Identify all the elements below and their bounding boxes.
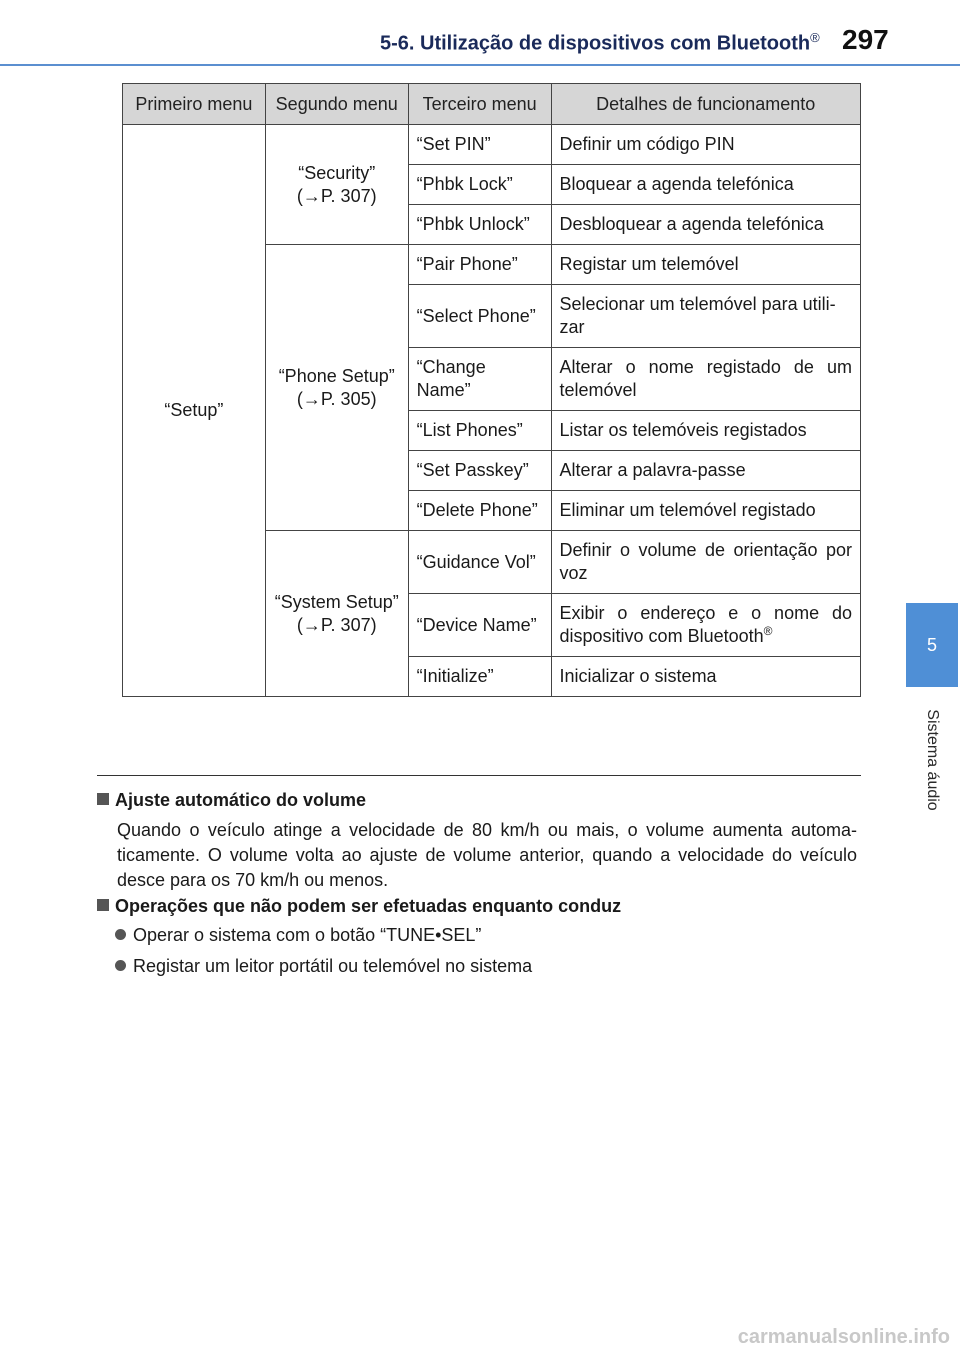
running-header: [380, 30, 820, 56]
table-header-row: [123, 84, 861, 125]
second-menu-name: “Security”: [298, 162, 376, 183]
third-menu-cell: “Pair Phone”: [408, 245, 551, 285]
details-cell: Inicializar o sistema: [551, 657, 860, 697]
third-menu-cell: “Set Passkey”: [408, 451, 551, 491]
details-cell: Desbloquear a agenda telefónica: [551, 205, 860, 245]
list-item: [115, 925, 481, 946]
round-bullet-icon: [115, 929, 126, 940]
details-cell: [551, 594, 860, 657]
page-reference: (→P. 307): [296, 185, 377, 206]
third-menu-cell: “List Phones”: [408, 411, 551, 451]
third-menu-cell: “Phbk Unlock”: [408, 205, 551, 245]
details-cell: Eliminar um telemóvel registado: [551, 491, 860, 531]
header-second-menu: Segundo menu: [265, 84, 408, 125]
section-heading-restrictions: [97, 896, 621, 917]
header-third-menu: Terceiro menu: [408, 84, 551, 125]
list-item-text: Operar o sistema com o botão “TUNE•SEL”: [133, 925, 482, 945]
header-title-text: 5-6. Utilização de dispositivos com Bluetooth: [380, 32, 811, 55]
section-heading-text: Ajuste automático do volume: [115, 790, 367, 810]
second-menu-cell: [265, 245, 408, 531]
chapter-number: 5: [926, 634, 937, 655]
third-menu-cell: “Phbk Lock”: [408, 165, 551, 205]
details-cell: Alterar a palavra-passe: [551, 451, 860, 491]
registered-mark: ®: [810, 30, 820, 45]
third-menu-cell: “Initialize”: [408, 657, 551, 697]
second-menu-cell: [265, 531, 408, 697]
section-heading-text: Operações que não podem ser efetuadas enquanto conduz: [115, 896, 622, 916]
page-reference: (→P. 307): [296, 614, 377, 635]
chapter-tab[interactable]: [906, 603, 958, 687]
second-menu-name: “Phone Setup”: [278, 365, 395, 386]
list-item-text: Registar um leitor portátil ou telemóvel no sistema: [133, 956, 533, 976]
second-menu-cell: [265, 125, 408, 245]
page-number: 297: [842, 24, 889, 55]
registered-mark: ®: [763, 624, 773, 638]
third-menu-cell: “Select Phone”: [408, 285, 551, 348]
section-body-volume: Quando o veículo atinge a velocidade de 80 km/h ou mais, o volume aumenta automa-ticamente. O volume volta ao ajuste de volume anterior, quando a velocidade do veículo desce para os 70 km/h ou menos.: [117, 820, 857, 890]
list-item: [115, 956, 532, 977]
square-bullet-icon: [97, 899, 109, 911]
details-cell: Alterar o nome registado de um telemóvel: [551, 348, 860, 411]
details-cell: Definir o volume de orientação por voz: [551, 531, 860, 594]
section-divider: [97, 775, 861, 776]
details-cell: Selecionar um telemóvel para utili-zar: [551, 285, 860, 348]
chapter-label: Sistema áudio: [924, 709, 941, 811]
third-menu-cell: “Change Name”: [408, 348, 551, 411]
third-menu-cell: “Guidance Vol”: [408, 531, 551, 594]
third-menu-cell: “Delete Phone”: [408, 491, 551, 531]
square-bullet-icon: [97, 793, 109, 805]
details-cell: Listar os telemóveis registados: [551, 411, 860, 451]
watermark: carmanualsonline.info: [737, 1326, 950, 1348]
section-heading-volume: [97, 790, 366, 811]
details-cell: Registar um telemóvel: [551, 245, 860, 285]
details-text: Exibir o endereço e o nome do dispositivo com Bluetooth: [559, 603, 852, 646]
details-cell: Definir um código PIN: [551, 125, 860, 165]
page-reference: (→P. 305): [296, 388, 377, 409]
third-menu-cell: “Set PIN”: [408, 125, 551, 165]
header-divider: [0, 64, 960, 66]
second-menu-name: “System Setup”: [274, 591, 399, 612]
first-menu-cell: “Setup”: [123, 125, 266, 697]
header-first-menu: Primeiro menu: [123, 84, 266, 125]
details-cell: Bloquear a agenda telefónica: [551, 165, 860, 205]
header-details: Detalhes de funcionamento: [551, 84, 860, 125]
third-menu-cell: “Device Name”: [408, 594, 551, 657]
round-bullet-icon: [115, 960, 126, 971]
bluetooth-menu-table: [122, 83, 861, 697]
table-row: [123, 125, 861, 165]
